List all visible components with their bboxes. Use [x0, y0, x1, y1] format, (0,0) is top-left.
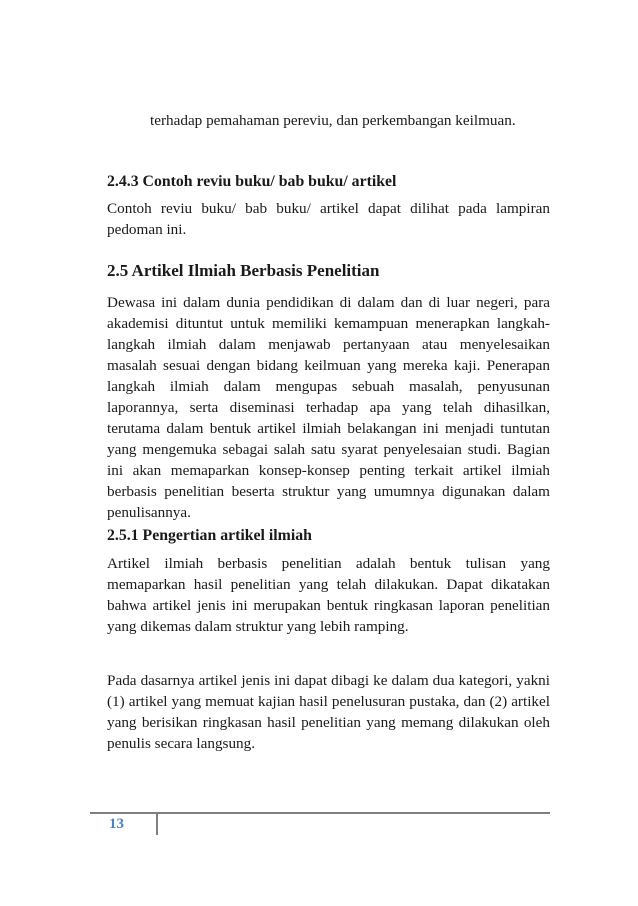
section-2-5-1-paragraph-1: Artikel ilmiah berbasis penelitian adalah bentuk tulisan yang memaparkan hasil penelitian yang telah dilakukan. Dapat dikatakan bahwa artikel jenis ini merupakan bentuk ringkasan laporan penelitian yang dikemas dalam struktur yang lebih ramping. [107, 555, 550, 635]
section-2-5-heading: 2.5 Artikel Ilmiah Berbasis Penelitian [107, 261, 380, 280]
section-2-4-3-paragraph: Contoh reviu buku/ bab buku/ artikel dapat dilihat pada lampiran pedoman ini. [107, 200, 550, 238]
section-2-5-paragraph: Dewasa ini dalam dunia pendidikan di dalam dan di luar negeri, para akademisi dituntut untuk memiliki kemampuan menerapkan langkah-langkah ilmiah dalam menjawab pertanyaan atau menyelesaikan masalah sesuai dengan bidang keilmuan yang mereka kaji. Penerapan langkah ilmiah dalam mengupas sebuah masalah, penyusunan laporannya, serta diseminasi terhadap apa yang telah dihasilkan, terutama dalam bentuk artikel ilmiah belakangan ini menjadi tuntutan yang mengemuka sebagai salah satu syarat penyelesaian studi. Bagian ini akan memaparkan konsep-konsep penting terkait artikel ilmiah berbasis penelitian beserta struktur yang umumnya digunakan dalam penulisannya. [107, 294, 550, 521]
page-number: 13 [109, 816, 124, 832]
section-2-4-3-heading: 2.4.3 Contoh reviu buku/ bab buku/ artikel [107, 173, 397, 190]
section-2-5-1-heading: 2.5.1 Pengertian artikel ilmiah [107, 527, 312, 544]
continuation-text: terhadap pemahaman pereviu, dan perkembangan keilmuan. [150, 112, 516, 129]
section-2-5-1-paragraph-2: Pada dasarnya artikel jenis ini dapat dibagi ke dalam dua kategori, yakni (1) artikel yang memuat kajian hasil penelusuran pustaka, dan (2) artikel yang berisikan ringkasan hasil penelitian yang memang dilakukan oleh penulis secara langsung. [107, 672, 550, 752]
footer-rule [90, 812, 550, 814]
footer-divider [156, 814, 158, 835]
